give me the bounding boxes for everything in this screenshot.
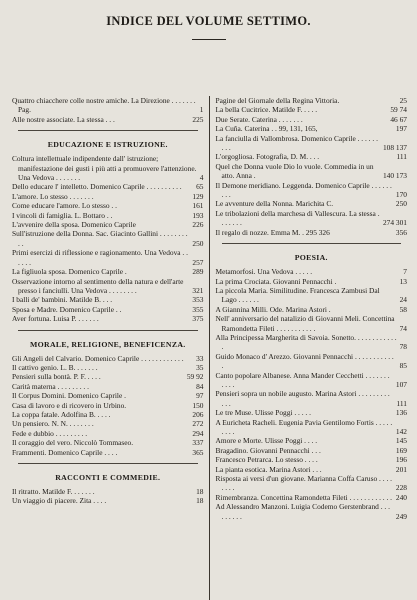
entry-title: Amore e Morte. Ulisse Poggi . . . . (215, 436, 318, 446)
index-entry (216, 267, 408, 276)
entry-title: A Euricheta Racheli. Eugenia Pavia Gentilomo Fortis . . . . . . . . . (215, 417, 393, 436)
entry-page-number: 84 (196, 381, 204, 391)
index-entry (12, 354, 204, 363)
index-entry (12, 382, 204, 391)
entry-title: Alla Principessa Margherita di Savoia. Sonetto. . . . . . . . . . . . . (215, 332, 397, 352)
index-entry (12, 248, 204, 267)
entry-page-number: 24 (399, 295, 407, 305)
entry-title: Il coraggio del vero. Niccolò Tommaseo. (12, 438, 134, 448)
entry-title: Frammenti. Domenico Caprile . . . . (12, 447, 118, 457)
index-entry (216, 209, 408, 228)
index-entry (216, 418, 408, 437)
entry-title: Rimembranza. Concettina Ramondetta Fileti . . . . . . . . . . . . (215, 492, 393, 502)
entry-page-number: 240 (395, 492, 407, 502)
entry-title: Osservazione intorno al sentimento della natura e dell'arte presso i fanciulli. Una Vedova . . . . . . . . (12, 276, 184, 295)
index-entry (12, 96, 204, 115)
section-heading: MORALE, RELIGIONE, BENEFICENZA. (29, 339, 186, 349)
index-entry (216, 314, 408, 333)
entry-page-number: 193 (192, 210, 204, 220)
entry-title: Il Corpus Domini. Domenico Caprile . (12, 391, 126, 401)
entry-page-number: 33 (196, 353, 204, 363)
index-columns (12, 96, 407, 600)
index-entry (12, 314, 204, 323)
entry-page-number: 18 (196, 496, 204, 506)
entry-title: Il cattivo genio. L. B. . . . . . . (12, 362, 98, 372)
entry-page-number: 59 92 (186, 372, 204, 382)
entry-title: Il regalo di nozze. Emma M. . 295 326 (215, 227, 330, 237)
index-entry (216, 493, 408, 502)
entry-title: L'orgogliosa. Fotografia, D. M. . . . (215, 152, 320, 162)
index-entry (216, 446, 408, 455)
entry-title: Canto popolare Albanese. Anna Mander Cecchetti . . . . . . . . . . . (215, 370, 390, 389)
section-divider (18, 130, 198, 131)
entry-title: Dello educare l' intelletto. Domenico Caprile . . . . . . . . . . (12, 182, 182, 192)
index-entry (216, 371, 408, 390)
entry-title: Francesco Petrarca. Lo stesso . . . . (215, 455, 318, 465)
entry-page-number: 136 (395, 408, 407, 418)
entry-title: Sull'istruzione della Donna. Sac. Giacinto Gallini . . . . . . . . . . (12, 229, 188, 248)
entry-title: I vincoli di famiglia. L. Bottaro . . (12, 210, 113, 220)
index-entry (12, 295, 204, 304)
entry-title: L'avvenire della sposa. Domenico Caprile (12, 220, 136, 230)
index-entry (216, 408, 408, 417)
entry-title: Aver fortuna. Luisa P. . . . . . . (12, 314, 99, 324)
entry-page-number: 353 (192, 295, 204, 305)
index-entry (12, 267, 204, 276)
index-entry (12, 448, 204, 457)
entry-title: Fede e dubbio . . . . . . . . . (12, 428, 88, 438)
index-entry (216, 162, 408, 181)
entry-page-number: 197 (395, 124, 407, 134)
entry-title: Due Serate. Caterina . . . . . . . (215, 114, 303, 124)
entry-page-number: 97 (196, 391, 204, 401)
entry-title: Gli Angeli del Calvario. Domenico Caprile . . . . . . . . . . . . (12, 353, 184, 363)
index-entry (12, 211, 204, 220)
entry-title: I balli de' bambini. Matilde B. . . . (12, 295, 113, 305)
entry-page-number: 226 (192, 220, 204, 230)
entry-page-number: 107 (395, 379, 407, 389)
entry-title: Pensieri sopra un nobile augusto. Marina Astori . . . . . . . . . . . . (215, 389, 390, 408)
entry-title: Quattro chiacchere colle nostre amiche. La Direzione . . . . . . . Pag. (12, 96, 196, 115)
entry-page-number: 4 (199, 173, 204, 183)
index-entry (12, 220, 204, 229)
entry-page-number: 201 (395, 464, 407, 474)
entry-title: Pensieri sulla bontà. P. F. . . . . (12, 372, 101, 382)
index-entry (216, 277, 408, 286)
entry-page-number: 18 (196, 487, 204, 496)
entry-page-number: 356 (395, 227, 407, 237)
entry-page-number: 206 (192, 409, 204, 419)
index-entry (216, 199, 408, 208)
entry-title: La Cuña. Caterina . . 99, 131, 165, (215, 124, 318, 134)
section-divider (222, 243, 402, 244)
entry-page-number: 250 (395, 199, 407, 209)
entry-page-number: 150 (192, 400, 204, 410)
index-entry (216, 152, 408, 161)
right-column (210, 96, 408, 600)
index-entry (216, 389, 408, 408)
index-entry (12, 438, 204, 447)
index-entry (216, 305, 408, 314)
index-entry (12, 115, 204, 124)
entry-page-number: 272 (192, 419, 204, 429)
entry-title: La figliuola sposa. Domenico Caprile . (12, 267, 127, 277)
entry-page-number: 355 (192, 304, 204, 314)
index-entry (12, 410, 204, 419)
entry-page-number: 35 (196, 362, 204, 372)
entry-title: L'amore. Lo stesso . . . . . . . (12, 191, 94, 201)
entry-title: Le tribolazioni della marchesa di Vallescura. La stessa . . . . . . . (215, 208, 380, 228)
page-title: INDICE DEL VOLUME SETTIMO. (106, 14, 311, 28)
index-entry (216, 228, 408, 237)
index-entry (216, 474, 408, 493)
entry-title: A Giannina Milli. Ode. Marina Astori . (215, 304, 331, 314)
entry-page-number: 7 (403, 267, 407, 277)
entry-title: Come educare l'amore. Lo stesso . . (12, 201, 117, 211)
index-entry (12, 277, 204, 296)
entry-page-number: 65 (196, 182, 204, 192)
entry-page-number: 250 (192, 238, 204, 248)
index-entry (12, 401, 204, 410)
entry-title: La bella Cucitrice. Matilde F. . . . . (215, 105, 318, 115)
entry-title: Quel che Donna vuole Dio lo vuole. Commedia in un atto. Anna . (215, 161, 374, 181)
entry-title: Bragadino. Giovanni Pennacchi . . . (215, 445, 321, 455)
entry-page-number: 170 (395, 190, 407, 200)
entry-title: La pianta esotica. Marina Astori . . . (215, 464, 322, 474)
entry-title: Coltura intellettuale indipendente dall' istruzione; manifestazione dei gusti i più atti a promuovere l'attenzione. Una Vedova . . . . . . . (12, 154, 197, 183)
section-divider (18, 330, 198, 331)
index-entry (216, 105, 408, 114)
entry-page-number: 85 (399, 361, 407, 371)
entry-page-number: 1 (199, 105, 204, 115)
entry-page-number: 337 (192, 438, 204, 448)
index-entry (216, 465, 408, 474)
entry-page-number: 225 (192, 114, 204, 124)
entry-page-number: 365 (192, 447, 204, 457)
section-divider (18, 463, 198, 464)
index-entry (12, 419, 204, 428)
entry-page-number: 145 (395, 436, 407, 446)
index-entry (12, 391, 204, 400)
entry-title: Un pensiero. N. N. . . . . . . . (12, 419, 94, 429)
entry-title: La coppa fatale. Adolfina B. . . . . (12, 409, 111, 419)
entry-title: Ad Alessandro Manzoni. Luigia Codemo Gerstenbrand . . . . . . . . . (215, 502, 390, 521)
entry-title: Pagine del Giornale della Regina Vittoria. (215, 96, 340, 105)
entry-page-number: 25 (399, 96, 407, 105)
entry-page-number: 375 (192, 314, 204, 324)
entry-title: La fanciulla di Vallombrosa. Domenico Caprile . . . . . . . . . (215, 133, 378, 153)
entry-title: Alle nostre associate. La stessa . . . (12, 114, 115, 124)
index-entry (216, 502, 408, 521)
entry-title: Il Demone meridiano. Leggenda. Domenico Caprile . . . . . . . . . (215, 180, 392, 200)
entry-title: Un viaggio di piacere. Zita . . . . (12, 496, 107, 506)
index-entry (12, 429, 204, 438)
entry-title: Il ritratto. Matilde F. . . . . . . (12, 487, 95, 496)
index-entry (12, 154, 204, 182)
entry-page-number: 257 (192, 257, 204, 267)
index-entry (216, 286, 408, 305)
entry-page-number: 13 (399, 276, 407, 286)
section-heading: EDUCAZIONE E ISTRUZIONE. (47, 140, 168, 150)
index-entry (12, 305, 204, 314)
entry-title: Metamorfosi. Una Vedova . . . . . (215, 267, 313, 277)
index-entry (216, 455, 408, 464)
index-entry (216, 436, 408, 445)
entry-title: La prima Crociata. Giovanni Pennacchi . (215, 276, 337, 286)
entry-title: Risposta ai versi d'un giovane. Marianna Coffa Caruso . . . . . . . . (215, 474, 392, 493)
entry-page-number: 274 301 (382, 218, 407, 228)
index-entry (216, 96, 408, 105)
entry-page-number: 228 (395, 483, 407, 493)
section-heading: RACCONTI E COMMEDIE. (55, 473, 161, 482)
entry-page-number: 58 (399, 304, 407, 314)
entry-page-number: 140 173 (382, 171, 407, 181)
entry-page-number: 111 (396, 398, 407, 408)
entry-page-number: 289 (192, 267, 204, 277)
entry-page-number: 74 (399, 323, 407, 333)
index-entry (216, 181, 408, 200)
index-entry (12, 192, 204, 201)
entry-page-number: 321 (192, 285, 204, 295)
index-entry (12, 363, 204, 372)
index-entry (216, 124, 408, 133)
entry-title: Carità materna . . . . . . . . . (12, 381, 89, 391)
entry-page-number: 108 137 (382, 143, 407, 153)
index-entry (12, 182, 204, 191)
entry-page-number: 46 67 (390, 114, 407, 124)
entry-page-number: 59 74 (390, 105, 407, 115)
entry-page-number: 129 (192, 191, 204, 201)
entry-title: Sposa e Madre. Domenico Caprile . . (12, 304, 122, 314)
entry-title: Nell' anniversario del natalizio di Giovanni Meli. Concettina Ramondetta Fileti . . . . . . . . . . . (215, 314, 395, 333)
index-entry (12, 201, 204, 210)
entry-page-number: 78 (399, 342, 407, 352)
index-entry (216, 333, 408, 352)
entry-page-number: 249 (395, 511, 407, 521)
index-entry (12, 487, 204, 496)
title-rule (192, 39, 226, 40)
entry-title: La piccola Maria. Similitudine. Francesca Zambusi Dal Lago . . . . . . (215, 285, 380, 305)
index-entry (216, 115, 408, 124)
index-entry (12, 496, 204, 505)
index-entry (216, 134, 408, 153)
section-heading: POESIA. (294, 253, 328, 263)
left-column (12, 96, 210, 600)
entry-page-number: 196 (395, 455, 407, 465)
entry-page-number: 294 (192, 428, 204, 438)
entry-page-number: 161 (192, 201, 204, 211)
index-entry (12, 229, 204, 248)
index-entry (12, 372, 204, 381)
entry-title: Guido Monaco d' Arezzo. Giovanni Pennacchi . . . . . . . . . . . . (215, 351, 394, 371)
entry-page-number: 142 (395, 427, 407, 436)
entry-page-number: 169 (395, 445, 407, 455)
entry-title: Le tre Muse. Ulisse Poggi . . . . . (215, 408, 311, 418)
entry-page-number: 111 (396, 152, 407, 162)
entry-title: Casa di lavoro e di ricovero in Urbino. (12, 400, 127, 410)
entry-title: Le avventure della Nonna. Marichita C. (215, 199, 334, 209)
entry-title: Primi esercizi di riflessione e ragionamento. Una Vedova . . . . . . (12, 248, 188, 267)
index-entry (216, 352, 408, 371)
